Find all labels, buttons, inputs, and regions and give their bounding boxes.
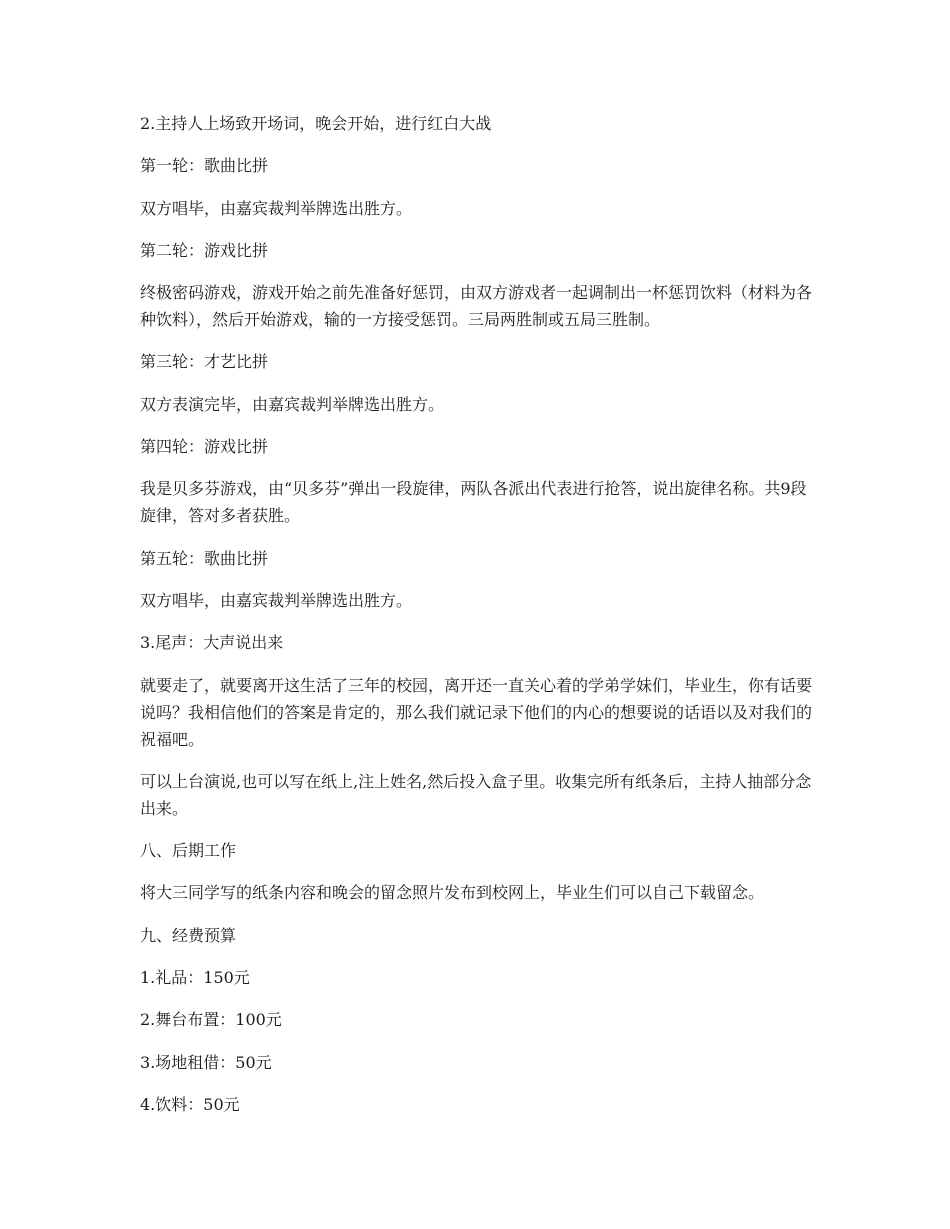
- budget-item-venue: 3.场地租借：50元: [140, 1052, 272, 1072]
- heading-round-2: 第二轮：游戏比拼: [140, 240, 269, 260]
- paragraph-round-4: 我是贝多芬游戏，由“贝多芬”弹出一段旋律，两队各派出代表进行抢答，说出旋律名称。共9段旋律，答对多者获胜。: [140, 479, 807, 526]
- paragraph-ending-2: 可以上台演说,也可以写在纸上,注上姓名,然后投入盒子里。收集完所有纸条后，主持人抽部分念出来。: [140, 771, 812, 818]
- section-heading-followup: 八、后期工作: [140, 841, 237, 861]
- paragraph-round-5: 双方唱毕，由嘉宾裁判举牌选出胜方。: [140, 590, 413, 610]
- paragraph-round-2: 终极密码游戏，游戏开始之前先准备好惩罚，由双方游戏者一起调制出一杯惩罚饮料（材料为各种饮料），然后开始游戏，输的一方接受惩罚。三局两胜制或五局三胜制。: [140, 283, 813, 330]
- paragraph-opening: 2.主持人上场致开场词，晚会开始，进行红白大战: [140, 114, 492, 133]
- paragraph-ending-1: 就要走了，就要离开这生活了三年的校园，离开还一直关心着的学弟学妹们，毕业生，你有话要说吗？我相信他们的答案是肯定的，那么我们就记录下他们的内心的想要说的话语以及对我们的祝福吧。: [140, 675, 813, 749]
- heading-round-4: 第四轮：游戏比拼: [140, 437, 269, 457]
- paragraph-round-3: 双方表演完毕，由嘉宾裁判举牌选出胜方。: [140, 394, 445, 414]
- document-body: [140, 110, 812, 1133]
- budget-item-stage: 2.舞台布置：100元: [140, 1010, 282, 1030]
- paragraph-followup: 将大三同学写的纸条内容和晚会的留念照片发布到校网上，毕业生们可以自己下载留念。: [140, 883, 765, 903]
- heading-round-1: 第一轮：歌曲比拼: [140, 156, 269, 176]
- budget-item-gifts: 1.礼品：150元: [140, 968, 250, 988]
- paragraph-round-1: 双方唱毕，由嘉宾裁判举牌选出胜方。: [140, 198, 413, 218]
- budget-item-drinks: 4.饮料：50元: [140, 1094, 240, 1114]
- heading-ending: 3.尾声：大声说出来: [140, 633, 284, 653]
- heading-round-5: 第五轮：歌曲比拼: [140, 548, 269, 568]
- heading-round-3: 第三轮：才艺比拼: [140, 352, 269, 372]
- section-heading-budget: 九、经费预算: [140, 925, 237, 945]
